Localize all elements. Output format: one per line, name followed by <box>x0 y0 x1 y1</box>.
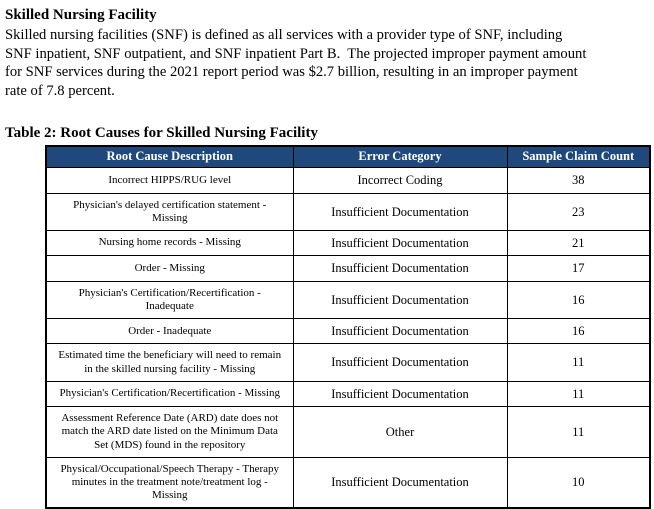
row-description-cell: Estimated time the beneficiary will need to remain in the skilled nursing facility - Missing <box>46 344 293 381</box>
row-error-category-cell: Incorrect Coding <box>293 168 507 193</box>
row-sample-claim-count-cell: 38 <box>507 168 650 193</box>
row-sample-claim-count-cell: 17 <box>507 256 650 281</box>
col-header-error-category: Error Category <box>293 146 507 167</box>
row-description-cell: Physician's Certification/Recertification - Missing <box>46 381 293 406</box>
table-header-row <box>46 146 650 167</box>
table-body <box>46 168 650 509</box>
table-row <box>46 344 650 381</box>
row-sample-claim-count-cell: 23 <box>507 193 650 230</box>
table-row <box>46 319 650 344</box>
section-heading: Skilled Nursing Facility <box>5 7 157 23</box>
table-row <box>46 168 650 193</box>
row-sample-claim-count-cell: 11 <box>507 407 650 458</box>
table-row <box>46 230 650 255</box>
intro-paragraph <box>5 26 652 100</box>
table-title: Table 2: Root Causes for Skilled Nursing Facility <box>5 125 318 142</box>
paragraph-line: rate of 7.8 percent. <box>5 82 115 99</box>
row-sample-claim-count-cell: 10 <box>507 457 650 508</box>
row-sample-claim-count-cell: 11 <box>507 381 650 406</box>
row-description-cell: Physician's Certification/Recertification - Inadequate <box>46 281 293 318</box>
row-description-cell: Assessment Reference Date (ARD) date does not match the ARD date listed on the Minimum Data Set (MDS) found in the repository <box>46 407 293 458</box>
row-error-category-cell: Insufficient Documentation <box>293 457 507 508</box>
paragraph-line: SNF inpatient, SNF outpatient, and SNF inpatient Part B. The projected improper payment amount <box>5 45 587 62</box>
row-description-cell: Physical/Occupational/Speech Therapy - Therapy minutes in the treatment note/treatment log - Missing <box>46 457 293 508</box>
row-error-category-cell: Insufficient Documentation <box>293 256 507 281</box>
row-description-cell: Physician's delayed certification statement - Missing <box>46 193 293 230</box>
row-error-category-cell: Insufficient Documentation <box>293 344 507 381</box>
paragraph-line: for SNF services during the 2021 report period was $2.7 billion, resulting in an improper payment <box>5 64 578 81</box>
table-row <box>46 281 650 318</box>
table-row <box>46 381 650 406</box>
row-sample-claim-count-cell: 11 <box>507 344 650 381</box>
table-row <box>46 193 650 230</box>
row-error-category-cell: Insufficient Documentation <box>293 319 507 344</box>
row-sample-claim-count-cell: 16 <box>507 319 650 344</box>
row-error-category-cell: Other <box>293 407 507 458</box>
row-error-category-cell: Insufficient Documentation <box>293 230 507 255</box>
row-description-cell: Nursing home records - Missing <box>46 230 293 255</box>
row-sample-claim-count-cell: 16 <box>507 281 650 318</box>
col-header-root-cause-description: Root Cause Description <box>46 146 293 167</box>
row-description-cell: Order - Missing <box>46 256 293 281</box>
row-description-cell: Incorrect HIPPS/RUG level <box>46 168 293 193</box>
table-row <box>46 457 650 508</box>
row-error-category-cell: Insufficient Documentation <box>293 281 507 318</box>
paragraph-line: Skilled nursing facilities (SNF) is defined as all services with a provider type of SNF, including <box>5 27 563 43</box>
row-sample-claim-count-cell: 21 <box>507 230 650 255</box>
root-causes-table <box>45 145 651 509</box>
row-error-category-cell: Insufficient Documentation <box>293 193 507 230</box>
table-row <box>46 407 650 458</box>
table-row <box>46 256 650 281</box>
col-header-sample-claim-count: Sample Claim Count <box>507 146 650 167</box>
row-error-category-cell: Insufficient Documentation <box>293 381 507 406</box>
row-description-cell: Order - Inadequate <box>46 319 293 344</box>
